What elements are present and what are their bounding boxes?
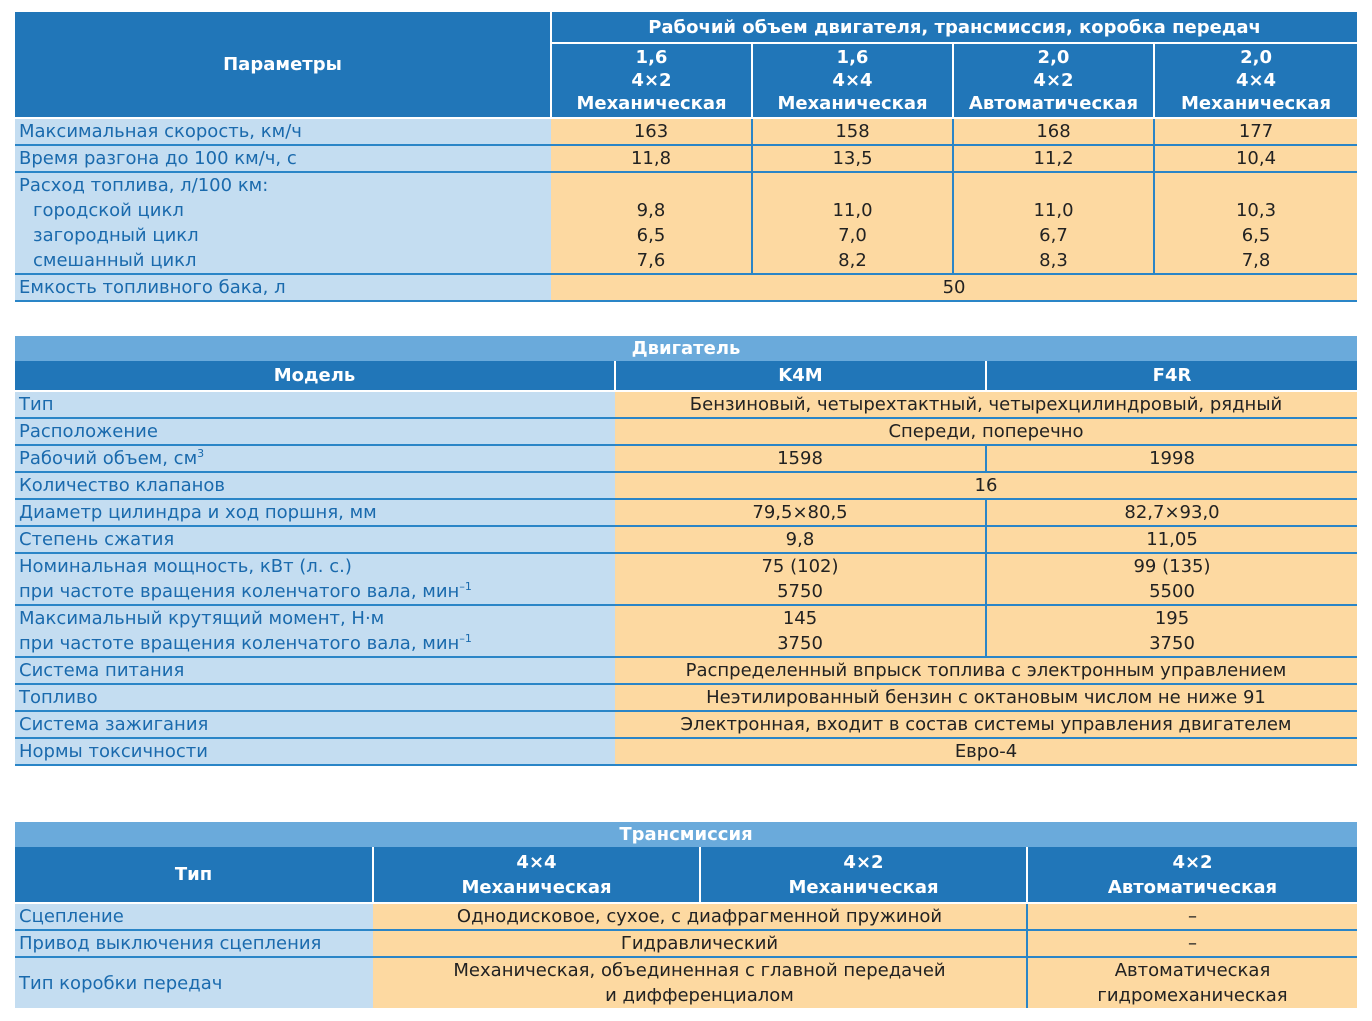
cell: 82,7×93,0 [986, 499, 1357, 526]
row-label: Нормы токсичности [15, 738, 615, 765]
table-row [15, 274, 1357, 301]
row-label: Расход топлива, л/100 км: городской цикл загородный цикл смешанный цикл [15, 172, 551, 274]
table-row [15, 957, 1357, 1008]
row-label: Топливо [15, 684, 615, 711]
row-label: Сцепление [15, 903, 373, 930]
table-row [15, 657, 1357, 684]
cell: Автоматическая гидромеханическая [1027, 957, 1357, 1008]
row-label: Система зажигания [15, 711, 615, 738]
cell: 9,8 6,5 7,6 [551, 172, 752, 274]
cell: 11,05 [986, 526, 1357, 553]
table-row [15, 526, 1357, 553]
column-header: 4×4 Механическая [373, 847, 700, 903]
cell: Неэтилированный бензин с октановым числом не ниже 91 [615, 684, 1357, 711]
cell: 177 [1154, 118, 1357, 145]
cell: 10,3 6,5 7,8 [1154, 172, 1357, 274]
cell: Распределенный впрыск топлива с электронным управлением [615, 657, 1357, 684]
group-header: Рабочий объем двигателя, трансмиссия, коробка передач [551, 12, 1357, 43]
table-row [15, 118, 1357, 145]
cell: 16 [615, 472, 1357, 499]
table-row [15, 145, 1357, 172]
cell: 11,2 [953, 145, 1154, 172]
row-label: Максимальный крутящий момент, Н·м при частоте вращения коленчатого вала, мин$^{-1}$ [15, 605, 615, 657]
cell: 195 3750 [986, 605, 1357, 657]
cell: Спереди, поперечно [615, 418, 1357, 445]
engine-table [15, 336, 1357, 766]
row-label: Система питания [15, 657, 615, 684]
cell: 79,5×80,5 [615, 499, 986, 526]
column-header: 2,0 4×4 Механическая [1154, 43, 1357, 118]
cell: Однодисковое, сухое, с диафрагменной пружиной [373, 903, 1027, 930]
cell: 50 [551, 274, 1357, 301]
row-label: Привод выключения сцепления [15, 930, 373, 957]
row-label: Количество клапанов [15, 472, 615, 499]
row-label: Тип [15, 391, 615, 418]
cell: 75 (102) 5750 [615, 553, 986, 605]
row-label: Степень сжатия [15, 526, 615, 553]
table-row [15, 605, 1357, 657]
table-row [15, 499, 1357, 526]
transmission-table [15, 822, 1357, 1008]
cell: Бензиновый, четырехтактный, четырехцилиндровый, рядный [615, 391, 1357, 418]
table-row [15, 391, 1357, 418]
table-row [15, 738, 1357, 765]
table-row [15, 930, 1357, 957]
row-label: Максимальная скорость, км/ч [15, 118, 551, 145]
section-title: Двигатель [15, 336, 1357, 361]
cell: 1998 [986, 445, 1357, 472]
row-label: Рабочий объем, $см^3$ [15, 445, 615, 472]
section-title: Трансмиссия [15, 822, 1357, 847]
column-header: 2,0 4×2 Автоматическая [953, 43, 1154, 118]
param-header: Параметры [15, 12, 551, 118]
cell: 11,0 7,0 8,2 [752, 172, 953, 274]
cell: 9,8 [615, 526, 986, 553]
row-label: Время разгона до 100 км/ч, с [15, 145, 551, 172]
type-header: Тип [15, 847, 373, 903]
row-label: Расположение [15, 418, 615, 445]
cell: 1598 [615, 445, 986, 472]
table-row [15, 553, 1357, 605]
table-row [15, 418, 1357, 445]
cell: 11,0 6,7 8,3 [953, 172, 1154, 274]
column-header: F4R [986, 361, 1357, 391]
cell: – [1027, 930, 1357, 957]
column-header: 4×2 Автоматическая [1027, 847, 1357, 903]
cell: 158 [752, 118, 953, 145]
cell: 13,5 [752, 145, 953, 172]
row-label: Номинальная мощность, кВт (л. с.) при частоте вращения коленчатого вала, мин$^{-1}$ [15, 553, 615, 605]
table-row [15, 472, 1357, 499]
column-header: K4M [615, 361, 986, 391]
cell: 168 [953, 118, 1154, 145]
cell: 163 [551, 118, 752, 145]
cell: Механическая, объединенная с главной передачей и дифференциалом [373, 957, 1027, 1008]
row-label: Диаметр цилиндра и ход поршня, мм [15, 499, 615, 526]
cell: 10,4 [1154, 145, 1357, 172]
cell: Евро-4 [615, 738, 1357, 765]
table-row [15, 172, 1357, 274]
table-row [15, 711, 1357, 738]
column-header: 4×2 Механическая [700, 847, 1027, 903]
cell: – [1027, 903, 1357, 930]
column-header: 1,6 4×2 Механическая [551, 43, 752, 118]
cell: Гидравлический [373, 930, 1027, 957]
model-header: Модель [15, 361, 615, 391]
column-header: 1,6 4×4 Механическая [752, 43, 953, 118]
performance-table [15, 12, 1357, 302]
cell: Электронная, входит в состав системы управления двигателем [615, 711, 1357, 738]
row-label: Тип коробки передач [15, 957, 373, 1008]
table-row [15, 445, 1357, 472]
cell: 145 3750 [615, 605, 986, 657]
table-row [15, 903, 1357, 930]
cell: 99 (135) 5500 [986, 553, 1357, 605]
row-label: Емкость топливного бака, л [15, 274, 551, 301]
table-row [15, 684, 1357, 711]
cell: 11,8 [551, 145, 752, 172]
